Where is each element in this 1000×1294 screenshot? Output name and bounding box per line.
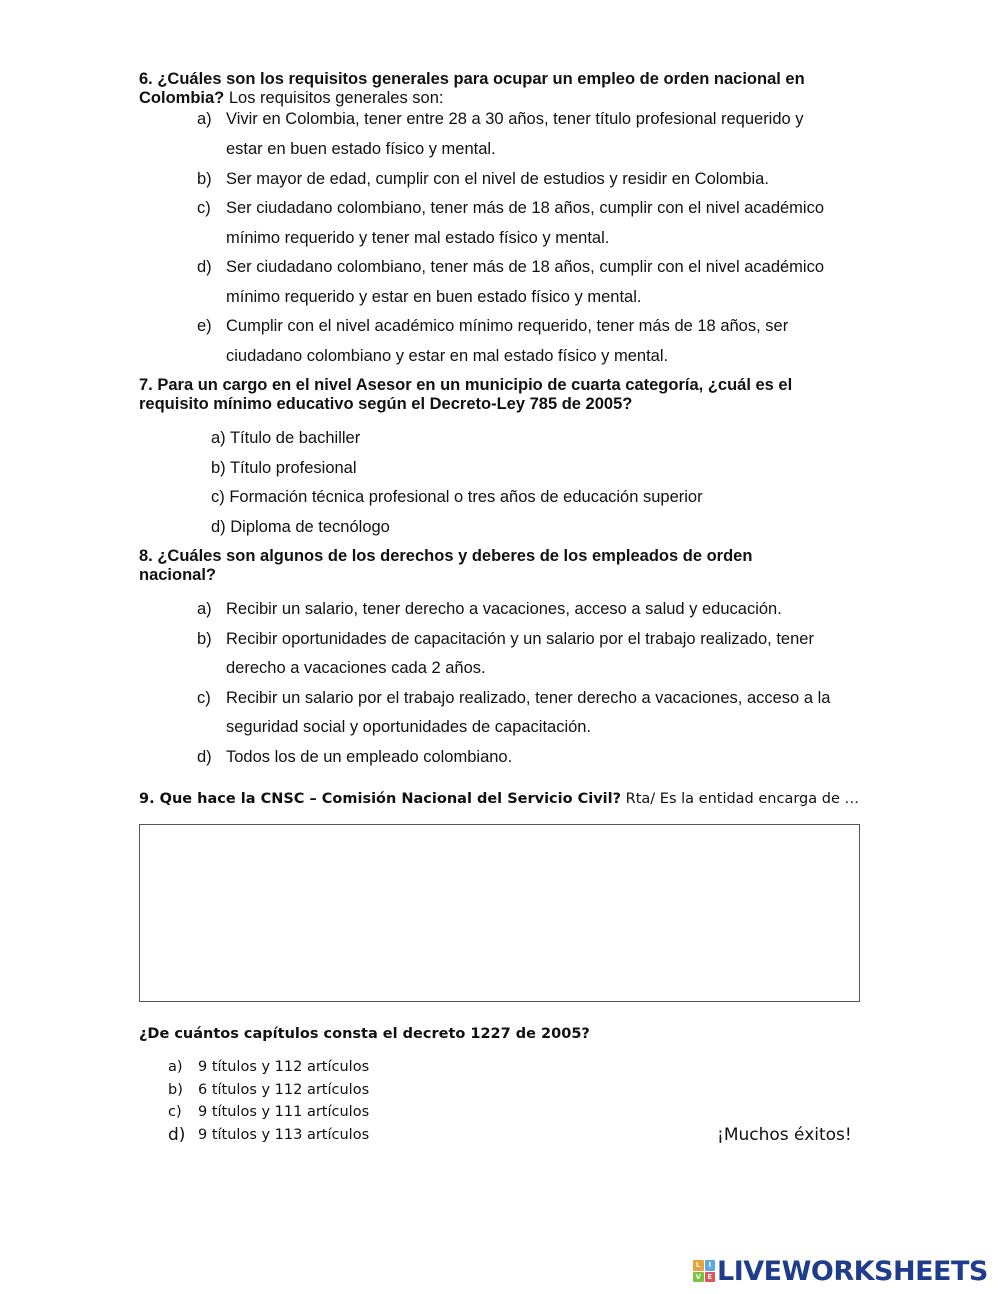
- logo-mark-icon: L I V E: [693, 1260, 715, 1282]
- q7-option-a[interactable]: a) Título de bachiller: [211, 429, 361, 447]
- question-9-title: 9. Que hace la CNSC – Comisión Nacional del Servicio Civil? Rta/ Es la entidad encarga de …: [139, 791, 859, 807]
- logo-text: LIVEWORKSHEETS: [717, 1255, 988, 1287]
- q7-option-d[interactable]: d) Diploma de tecnólogo: [211, 518, 390, 536]
- question-9-prompt: Rta/ Es la entidad encarga de …: [625, 791, 859, 807]
- question-10-title: ¿De cuántos capítulos consta el decreto 1227 de 2005?: [139, 1026, 590, 1042]
- liveworksheets-logo: [693, 1256, 988, 1286]
- question-6-lead: Los requisitos generales son:: [228, 89, 444, 107]
- question-8-title: 8. ¿Cuáles son algunos de los derechos y deberes de los empleados de orden nacional?: [139, 547, 753, 584]
- q7-option-c[interactable]: c) Formación técnica profesional o tres años de educación superior: [211, 488, 703, 506]
- question-6-title: 6. ¿Cuáles son los requisitos generales para ocupar un empleo de orden nacional en Colombia? Los requisitos generales son:: [139, 70, 805, 107]
- question-7-title: 7. Para un cargo en el nivel Asesor en un municipio de cuarta categoría, ¿cuál es el requisito mínimo educativo según el Decreto-Ley 785 de 2005?: [139, 376, 793, 413]
- q9-answer-box[interactable]: [139, 824, 860, 1002]
- closing-message: ¡Muchos éxitos!: [717, 1125, 852, 1145]
- q7-option-b[interactable]: b) Título profesional: [211, 459, 357, 477]
